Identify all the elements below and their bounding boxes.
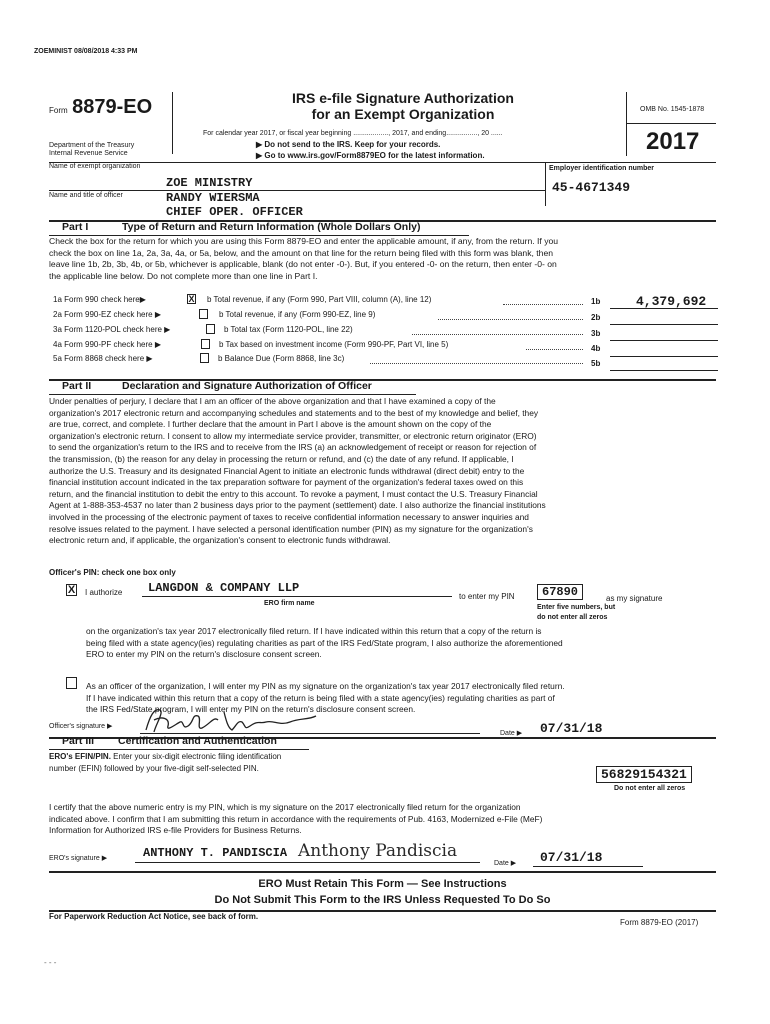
line-5a-label: 5a Form 8868 check here ▶ — [53, 354, 153, 363]
paperwork-notice: For Paperwork Reduction Act Notice, see back of form. — [49, 912, 259, 921]
do-not-submit-note: Do Not Submit This Form to the IRS Unless Requested To Do So — [214, 894, 551, 906]
line-4b-number: 4b — [591, 344, 601, 353]
part2-title: Declaration and Signature Authorization of Officer — [122, 380, 372, 392]
authorize-ero-checkbox[interactable]: X — [67, 584, 76, 596]
line-5b-label: b Balance Due (Form 8868, line 3c) — [218, 354, 345, 363]
part1-label: Part I — [62, 221, 89, 233]
ero-firm-name: LANGDON & COMPANY LLP — [148, 581, 300, 595]
irs-website-instruction: ▶ Go to www.irs.gov/Form8879EO for the latest information. — [256, 151, 485, 160]
ero-retain-note: ERO Must Retain This Form — See Instructions — [258, 878, 507, 890]
org-name: ZOE MINISTRY — [166, 176, 253, 190]
ero-date-label: Date ▶ — [494, 860, 517, 867]
officer-pin-header: Officer's PIN: check one box only — [49, 568, 176, 577]
department-label: Department of the Treasury — [49, 142, 135, 149]
line-1b-label: b Total revenue, if any (Form 990, Part VIII, column (A), line 12) — [207, 295, 432, 304]
line-1b-value: 4,379,692 — [636, 294, 707, 309]
line-1a-checkbox[interactable]: X — [188, 294, 195, 304]
calendar-year-line: For calendar year 2017, or fiscal year beginning .................., 2017, and ending................, 20 ...... — [203, 130, 503, 137]
part2-label: Part II — [62, 380, 92, 392]
part3-label: Part III — [62, 735, 95, 747]
irs-label: Internal Revenue Service — [49, 150, 128, 157]
part1-instructions: Check the box for the return for which you are using this Form 8879-EO and enter the applicable amount, if any, from the return. If you check the box on line 1a, 2a, 3a, 4a, or 5a, below, and the amount on that line for the return being filed with this form was blank, then leave line 1b, 2b, 3b, 4b, or 5b, whichever is applicable, blank (do not enter -0-). But, if you entered -0- on the return, then enter -0- on the applicable line below. Do not complete more than one line in Part I. — [49, 236, 559, 281]
form-number: 8879-EO — [72, 96, 153, 118]
tax-year: 2017 — [646, 128, 700, 155]
efin-note: Do not enter all zeros — [614, 785, 686, 792]
ero-certification: I certify that the above numeric entry is my PIN, which is my signature on the 2017 electronically filed return for the organization indicated above. I confirm that I am submitting this return in accordance with the requirements of Pub. 4163, Modernized e-File (MeF) Information for Authorized IRS e-file Providers for Business Returns. — [49, 802, 543, 836]
line-4a-checkbox[interactable] — [201, 339, 210, 349]
officer-label: Name and title of officer — [49, 192, 123, 199]
part1-title: Type of Return and Return Information (Whole Dollars Only) — [122, 221, 421, 233]
line-5b-number: 5b — [591, 359, 601, 368]
efin-pin: 56829154321 — [596, 766, 692, 783]
scan-mark: - - - — [44, 958, 57, 967]
line-2b-label: b Total revenue, if any (Form 990-EZ, line 9) — [219, 310, 376, 319]
efin-instruction-1: ERO's EFIN/PIN. Enter your six-digit electronic filing identification — [49, 752, 282, 761]
as-my-signature-text: as my signature — [606, 594, 663, 603]
ein-label: Employer identification number — [549, 165, 655, 172]
officer-date-label: Date ▶ — [500, 730, 523, 737]
line-4a-label: 4a Form 990-PF check here ▶ — [53, 340, 161, 349]
ero-signature-label: ERO's signature ▶ — [49, 855, 108, 862]
ero-date: 07/31/18 — [540, 850, 603, 865]
form-prefix: Form — [49, 106, 68, 115]
not-zeros-note: do not enter all zeros — [537, 614, 608, 621]
form-title-2: for an Exempt Organization — [311, 106, 495, 122]
line-2a-checkbox[interactable] — [199, 309, 208, 319]
form-number-block — [49, 96, 152, 119]
print-stamp: ZOEMINIST 08/08/2018 4:33 PM — [34, 48, 138, 55]
do-not-send: ▶ Do not send to the IRS. Keep for your records. — [256, 140, 441, 149]
ero-typed-name: ANTHONY T. PANDISCIA — [143, 846, 288, 860]
line-1b-number: 1b — [591, 297, 601, 306]
line-1a-label: 1a Form 990 check here▶ — [53, 295, 146, 304]
to-enter-pin-text: to enter my PIN — [459, 592, 515, 601]
officer-enter-pin-checkbox[interactable] — [66, 677, 77, 689]
org-name-label: Name of exempt organization — [49, 163, 141, 170]
line-3a-label: 3a Form 1120-POL check here ▶ — [53, 325, 171, 334]
officer-pin: 67890 — [537, 584, 583, 600]
part3-title: Certification and Authentication — [118, 735, 277, 747]
officer-title: CHIEF OPER. OFFICER — [166, 205, 303, 219]
officer-signature-label: Officer's signature ▶ — [49, 723, 113, 730]
line-3b-label: b Total tax (Form 1120-POL, line 22) — [224, 325, 353, 334]
efin-instruction-2: number (EFIN) followed by your five-digit self-selected PIN. — [49, 764, 259, 773]
line-5a-checkbox[interactable] — [200, 353, 209, 363]
line-2b-number: 2b — [591, 313, 601, 322]
line-3a-checkbox[interactable] — [206, 324, 215, 334]
line-3b-number: 3b — [591, 329, 601, 338]
form-reference: Form 8879-EO (2017) — [620, 918, 699, 927]
i-authorize-text: I authorize — [85, 588, 123, 597]
five-numbers-note: Enter five numbers, but — [537, 604, 616, 611]
form-title-1: IRS e-file Signature Authorization — [292, 90, 514, 106]
omb-number: OMB No. 1545-1878 — [640, 106, 705, 113]
part2-declaration: Under penalties of perjury, I declare that I am an officer of the above organization and that I have examined a copy of the organization's 2017 electronic return and accompanying schedules and statements and to the best of my knowledge and belief, they are true, correct, and complete. I further declare that the amount in Part I above is the amount shown on the copy of the organization's electronic return. I consent to allow my intermediate service provider, transmitter, or electronic return originator (ERO) to send the organization's return to the IRS and to receive from the IRS (a) an acknowledgement of receipt or reason for rejection of the transmission, (b) the reason for any delay in processing the return or refund, and (c) the date of any refund. If applicable, I authorize the U.S. Treasury and its designated Financial Agent to initiate an electronic funds withdrawal (direct debit) entry to the financial institution account indicated in the tax preparation software for payment of the organization's federal taxes owed on this return, and the financial institution to debit the entry to this account. To revoke a payment, I must contact the U.S. Treasury Financial Agent at 1-888-353-4537 no later than 2 business days prior to the payment (settlement) date. I also authorize the financial institutions involved in the processing of the electronic payment of taxes to receive confidential information necessary to answer inquiries and resolve issues related to the payment. I have selected a personal identification number (PIN) as my signature for the organization's electronic return and, if applicable, the organization's consent to electronic funds withdrawal. — [49, 396, 546, 546]
authorize-paragraph: on the organization's tax year 2017 electronically filed return. If I have indicated within this return that a copy of the return is being filed with a state agency(ies) regulating charities as part of the IRS Fed/State program, I also authorize the aforementioned ERO to enter my PIN on the return's disclosure consent screen. — [86, 626, 563, 660]
ero-script-signature: Anthony Pandiscia — [298, 841, 458, 861]
ero-firm-label: ERO firm name — [264, 600, 315, 607]
officer-signature — [140, 702, 330, 736]
line-4b-label: b Tax based on investment income (Form 990-PF, Part VI, line 5) — [219, 340, 449, 349]
officer-date: 07/31/18 — [540, 721, 603, 736]
officer-name: RANDY WIERSMA — [166, 191, 260, 205]
line-2a-label: 2a Form 990-EZ check here ▶ — [53, 310, 161, 319]
ein-value: 45-4671349 — [552, 180, 631, 195]
officer-enter-pin-paragraph: As an officer of the organization, I will enter my PIN as my signature on the organization's tax year 2017 electronically filed return. If I have indicated within this return that a copy of the return is being filed with a state agency(ies) regulating charities as part of the IRS Fed/State program, I will enter my PIN on the return's disclosure consent screen. — [86, 681, 565, 715]
